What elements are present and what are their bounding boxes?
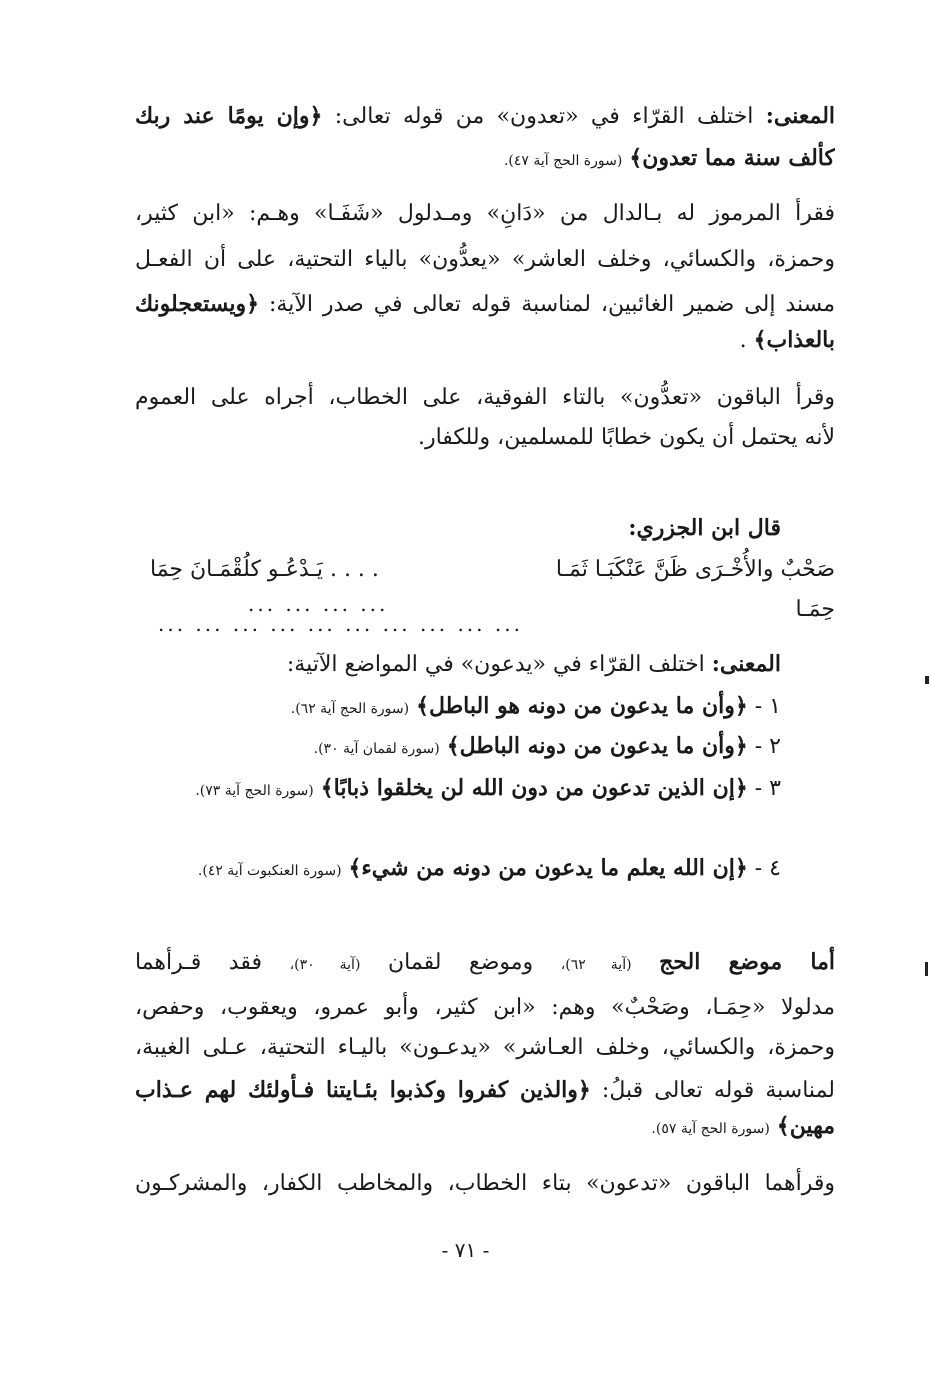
verse-text: ﴿وأن ما يدعون من دونه الباطل﴾ bbox=[446, 733, 748, 759]
verse-text: بالعذاب﴾ bbox=[753, 327, 835, 353]
poem-left-hemistich: . . . . يَـدْعُـو كلُقْمَـانَ حِمَا bbox=[150, 557, 379, 582]
para4-line1 bbox=[135, 944, 835, 983]
meaning-label: المعنى: bbox=[765, 103, 835, 129]
list-number: ٣ - bbox=[754, 776, 781, 801]
para1-line1 bbox=[135, 98, 835, 135]
para4-line2 bbox=[135, 990, 835, 1026]
verse-reference: (آية ٦٢)، bbox=[560, 957, 632, 973]
para4-text: أما موضع الحج bbox=[659, 949, 835, 975]
meaning-label: المعنى: bbox=[711, 651, 781, 677]
verse-text: مهين﴾ bbox=[776, 1113, 835, 1139]
surah-reference: (سورة لقمان آية ٣٠). bbox=[313, 741, 440, 757]
scan-mark bbox=[925, 962, 928, 976]
scan-mark bbox=[925, 676, 929, 684]
surah-reference: (سورة الحج آية ٥٧). bbox=[651, 1121, 770, 1137]
para5-text: وقرأهما الباقون «تدعون» بتاء الخطاب، والمخاطب الكفار، والمشركـون bbox=[135, 1171, 835, 1196]
verse-text: كألف سنة مما تعدون﴾ bbox=[629, 145, 835, 171]
para2-line2 bbox=[135, 242, 835, 278]
poem-continuation: حِمَـا bbox=[795, 597, 835, 622]
para1-line2 bbox=[135, 140, 835, 179]
list-number: ٤ - bbox=[754, 856, 781, 881]
para3-line2 bbox=[135, 420, 835, 456]
para4-text: فقد قـرأهما bbox=[135, 950, 263, 975]
para3-text: وقرأ الباقون «تعدُّون» بالتاء الفوقية، على الخطاب، أجراه على العموم bbox=[135, 385, 835, 410]
para4-line4 bbox=[135, 1072, 835, 1109]
surah-reference: (سورة العنكبوت آية ٤٢). bbox=[197, 863, 342, 879]
page-number: - ٧١ - bbox=[441, 1238, 490, 1262]
verse-text: ﴿إن الله يعلم ما يدعون من دونه من شيء﴾ bbox=[348, 855, 748, 881]
surah-reference: (سورة الحج آية ٦٢). bbox=[290, 701, 410, 717]
intro-line bbox=[81, 646, 781, 683]
para2-line4 bbox=[135, 322, 835, 359]
list-item bbox=[81, 688, 781, 727]
list-item bbox=[81, 728, 781, 767]
para2-text: فقرأ المرموز له بـالدال من «دَانِ» ومـدلول «شَفَـا» وهـم: «ابن كثير، bbox=[135, 201, 835, 226]
period: . bbox=[739, 328, 747, 353]
para4-text: لمناسبة قوله تعالى قبلُ: bbox=[601, 1078, 835, 1103]
list-item bbox=[81, 850, 781, 889]
poem-dots-row1: ... ... ... ... bbox=[248, 592, 389, 616]
surah-reference: (سورة الحج آية ٤٧). bbox=[503, 153, 623, 169]
para4-line5 bbox=[135, 1108, 835, 1147]
para3-text: لأنه يحتمل أن يكون خطابًا للمسلمين، وللكفار. bbox=[417, 425, 835, 450]
list-number: ١ - bbox=[754, 694, 781, 719]
poem-dots-row2: ... ... ... ... ... ... ... ... ... ... bbox=[158, 612, 523, 636]
surah-reference: (سورة الحج آية ٧٣). bbox=[195, 783, 314, 799]
verse-text: ﴿وإن يومًا عند ربك bbox=[135, 103, 323, 129]
verse-text: ﴿والذين كفروا وكذبوا بئـايتنا فـأولئك لهم عـذاب bbox=[135, 1077, 591, 1103]
para4-text: وحمزة، والكسائي، وخلف العـاشر» «يدعـون» باليـاء التحتية، عـلى الغيبة، bbox=[135, 1035, 835, 1060]
para1-text: اختلف القرّاء في «تعدون» من قوله تعالى: bbox=[334, 104, 754, 129]
verse-text: ﴿وأن ما يدعون من دونه هو الباطل﴾ bbox=[416, 693, 748, 719]
para2-line1 bbox=[135, 196, 835, 232]
para4-line3 bbox=[135, 1030, 835, 1066]
poem-right-hemistich: صَحْبٌ والأُخْـرَى ظَنَّ عَنْكَبَـا ثَمَـا bbox=[555, 557, 835, 582]
para4-text: وموضع لقمان bbox=[388, 950, 534, 975]
para2-text: وحمزة، والكسائي، وخلف العاشر» «يعدُّون» بالياء التحتية، على أن الفعـل bbox=[135, 247, 835, 272]
para3-line1 bbox=[135, 380, 835, 416]
list-item bbox=[81, 770, 781, 809]
intro-text: اختلف القرّاء في «يدعون» في المواضع الآتية: bbox=[286, 652, 705, 677]
para2-line3 bbox=[135, 286, 835, 323]
poem-heading: قال ابن الجزري: bbox=[628, 515, 781, 541]
verse-text: ﴿ويستعجلونك bbox=[135, 291, 260, 317]
verse-reference: (آية ٣٠)، bbox=[289, 957, 361, 973]
list-number: ٢ - bbox=[754, 734, 781, 759]
para2-text: مسند إلى ضمير الغائبين، لمناسبة قوله تعالى في صدر الآية: bbox=[268, 292, 835, 317]
verse-text: ﴿إن الذين تدعون من دون الله لن يخلقوا ذبابًا﴾ bbox=[320, 775, 748, 801]
para5-line1 bbox=[135, 1166, 835, 1202]
para4-text: مدلولا «حِمَـا، وصَحْبٌ» وهم: «ابن كثير، وأبو عمرو، ويعقوب، وحفص، bbox=[135, 995, 835, 1020]
